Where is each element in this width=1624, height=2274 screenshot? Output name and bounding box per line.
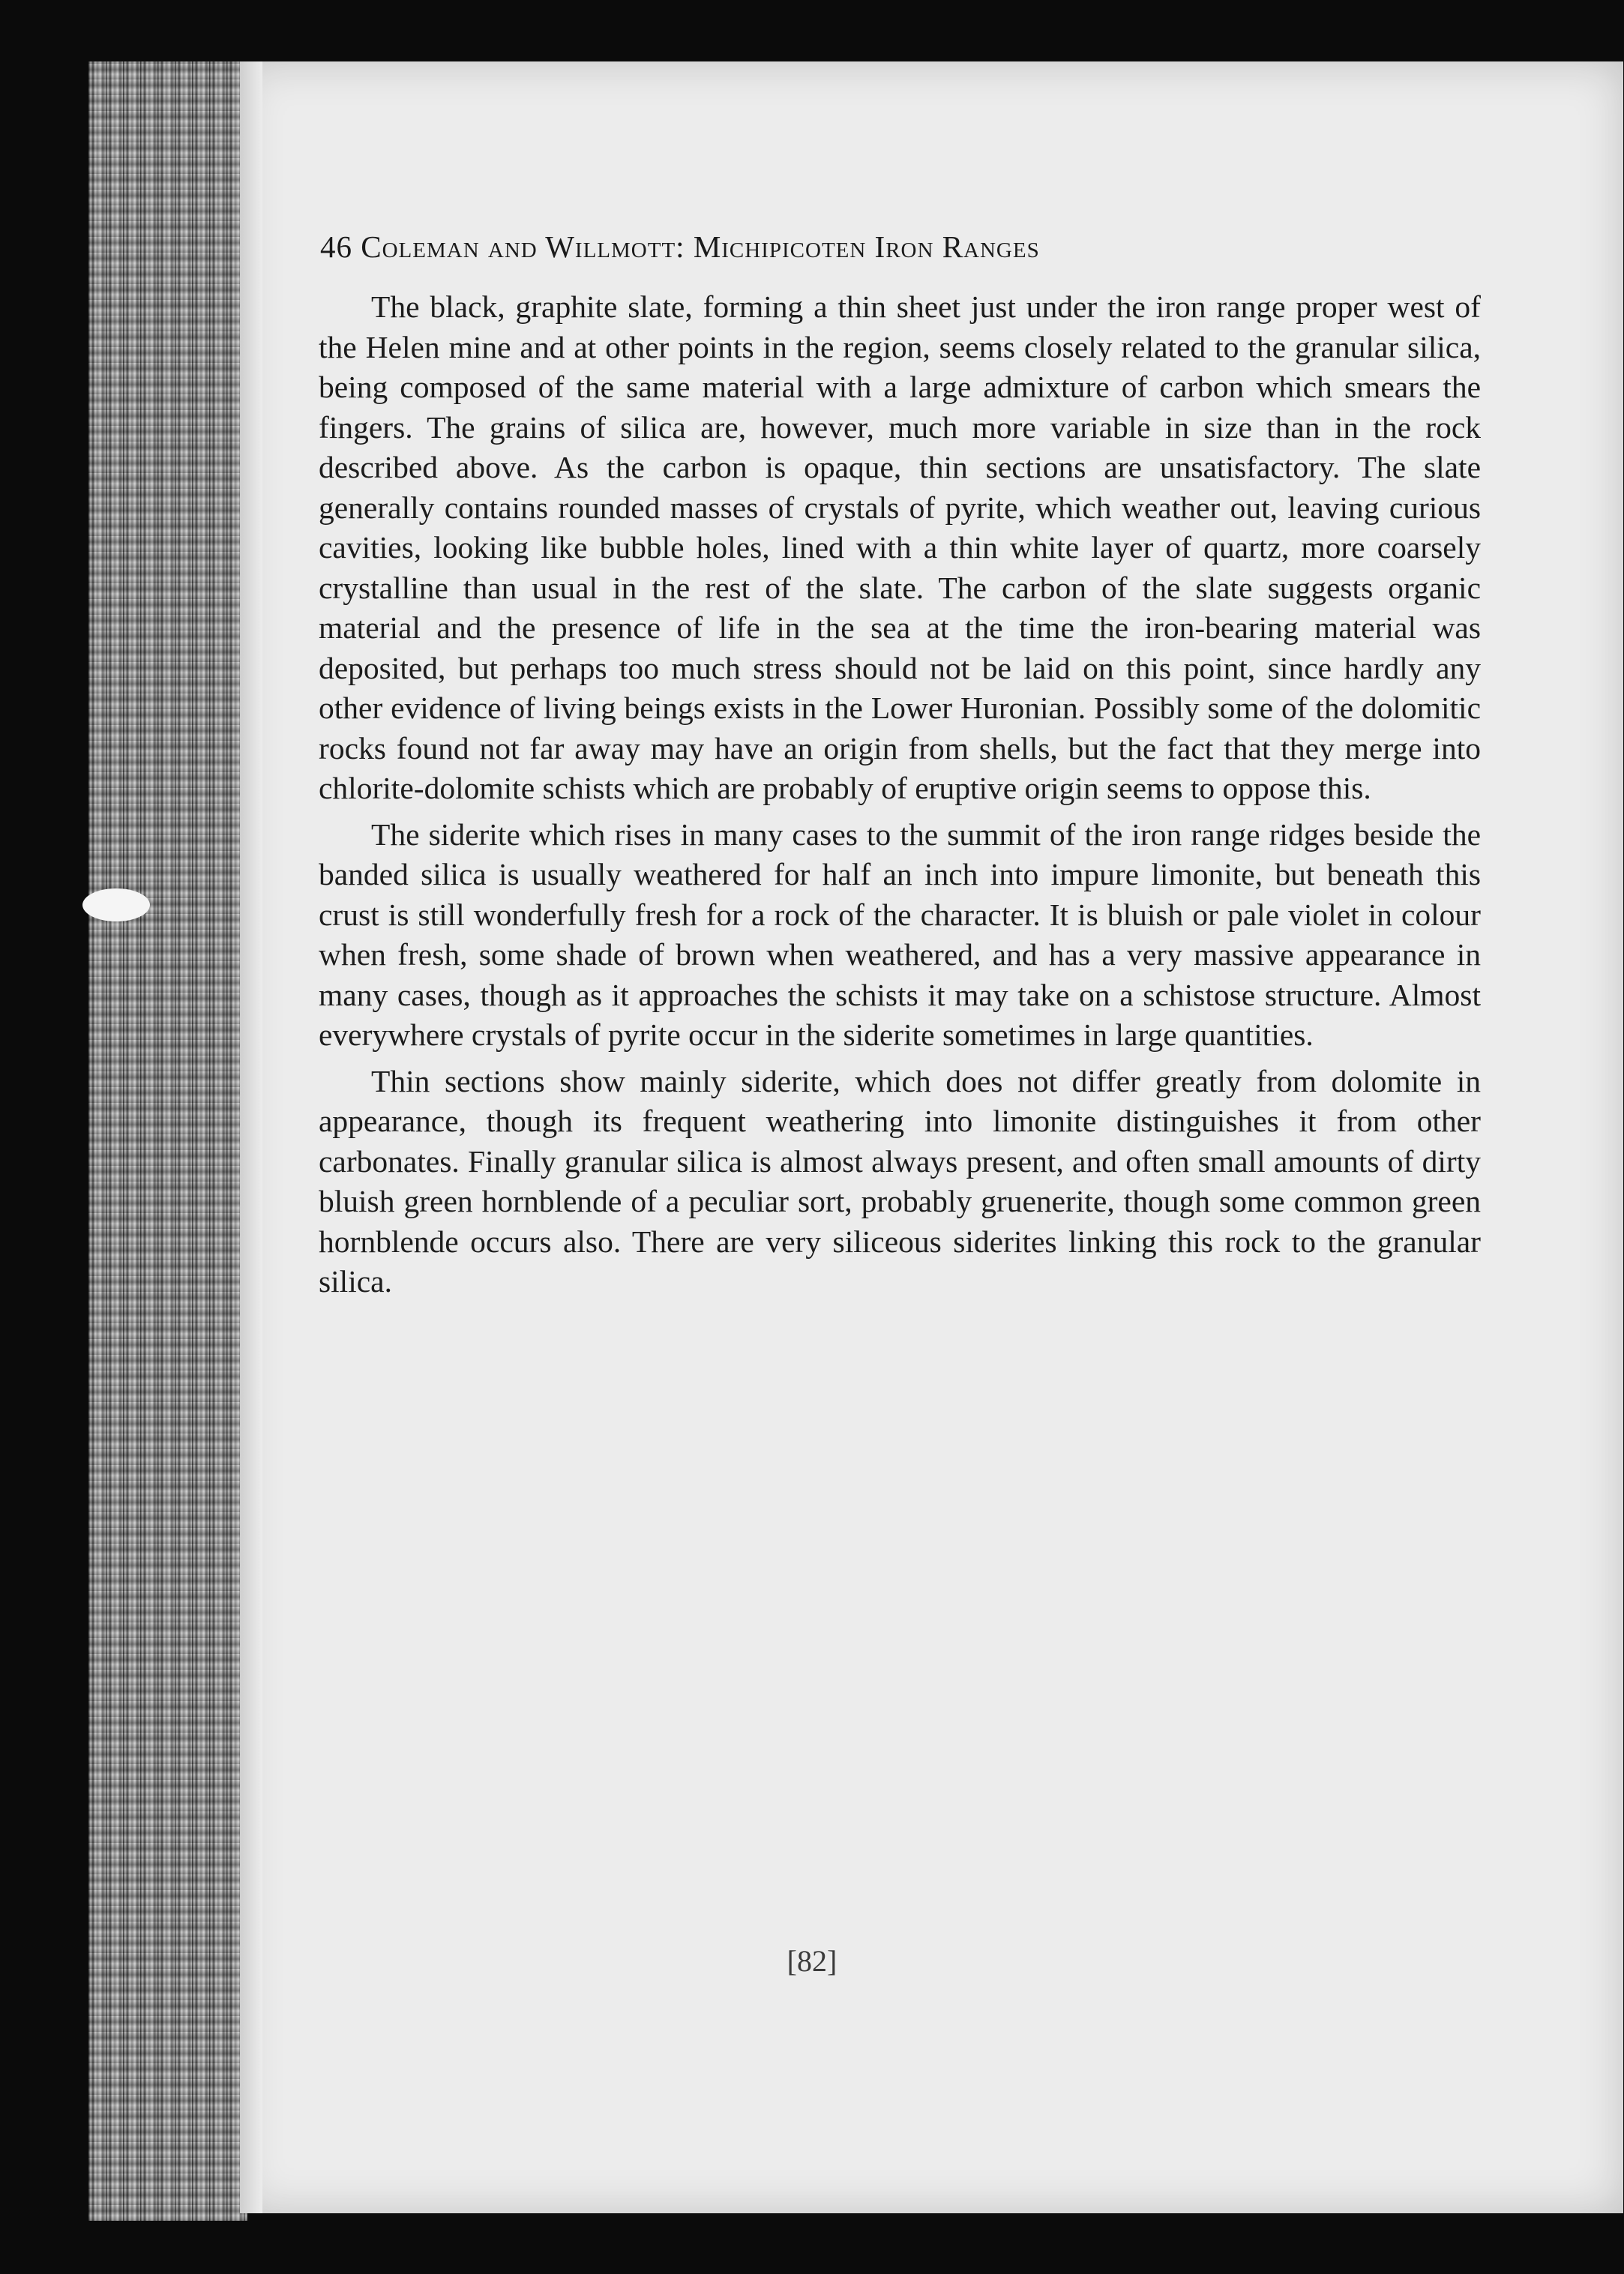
- microfilm-edge: [88, 61, 247, 2221]
- paragraph-thin-sections: Thin sections show mainly siderite, which does not differ greatly from dolomite in appearance, though its frequent weathering into limonite distinguishes it from other carbonates. Finally granular silica is almost always present, and often small amounts of dirty bluish green hornblende of a peculiar sort, probably gruenerite, though some common green hornblende occurs also. There are very siliceous siderites linking this rock to the granular silica.: [319, 1063, 1481, 1299]
- body-text: [319, 287, 1481, 1308]
- page-number: [82]: [787, 1944, 837, 1978]
- running-head-authors: Coleman and Willmott:: [361, 229, 685, 264]
- film-speck: [82, 888, 150, 921]
- running-head-title: Michipicoten Iron Ranges: [693, 229, 1040, 264]
- paragraph-siderite: The siderite which rises in many cases to the summit of the iron range ridges beside the banded silica is usually weathered for half an inch into impure limonite, but beneath this crust is still wonderfully fresh for a rock of the character. It is bluish or pale violet in colour when fresh, some shade of brown when weathered, and has a very massive appearance in many cases, though as it approaches the schists it may take on a schistose structure. Almost everywhere crystals of pyrite occur in the siderite sometimes in large quantities.: [319, 816, 1481, 1052]
- running-head: [320, 229, 1475, 265]
- running-head-page-number: 46: [320, 229, 352, 264]
- paragraph-graphite-slate: The black, graphite slate, forming a thin sheet just under the iron range proper west of the Helen mine and at other points in the region, seems closely related to the granular silica, being composed of the same material with a large admixture of carbon which smears the fingers. The grains of silica are, however, much more variable in size than in the rock described above. As the carbon is opaque, thin sections are unsatisfactory. The slate generally contains rounded masses of crystals of pyrite, which weather out, leaving curious cavities, looking like bubble holes, lined with a thin white layer of quartz, more coarsely crystalline than usual in the rest of the slate. The carbon of the slate suggests organic material and the presence of life in the sea at the time the iron-bearing material was deposited, but perhaps too much stress should not be laid on this point, since hardly any other evidence of living beings exists in the Lower Huronian. Possibly some of the dolomitic rocks found not far away may have an origin from shells, but the fact that they merge into chlorite-dolomite schists which are probably of eruptive origin seems to oppose this.: [319, 289, 1481, 805]
